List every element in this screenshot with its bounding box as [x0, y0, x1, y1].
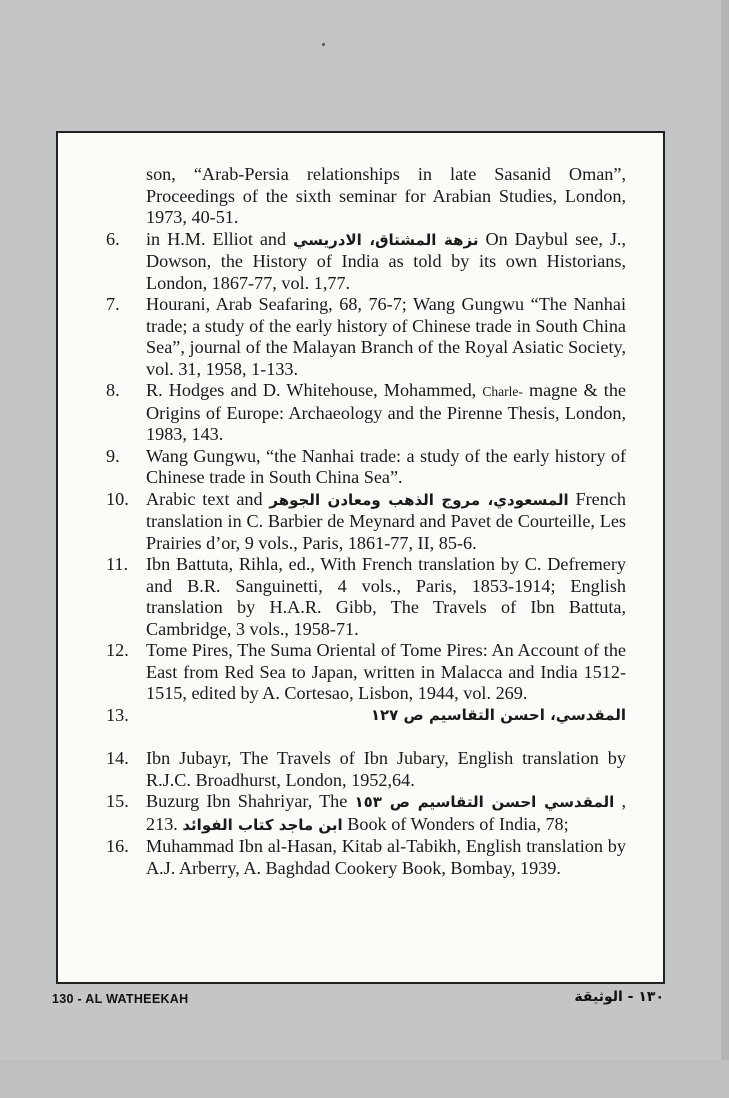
arabic-citation: المقدسي، احسن التقاسيم ص ١٢٧ [370, 705, 626, 724]
note-text: Tome Pires, The Suma Oriental of Tome Pires: An Account of the East from Red Sea to Japan, written in Malacca and India 1512-1515, edited by A. Cortesao, Lisbon, 1944, vol. 269. [146, 640, 626, 703]
note-text: Buzurg Ibn Shahriyar, The [146, 791, 348, 811]
note-text: Arabic text and [146, 488, 263, 509]
endnotes-list [106, 164, 626, 879]
note-text: Wang Gungwu, “the Nanhai trade: a study of the early history of Chinese trade in South China Sea”. [146, 445, 626, 487]
page-footer-english: 130 - AL WATHEEKAH [52, 992, 189, 1006]
arabic-citation: المقدسي احسن التقاسيم ص ١٥٣ [354, 793, 615, 811]
note-text: Book of Wonders of India, 78; [347, 813, 569, 834]
note-text: R. Hodges and D. Whitehouse, Mohammed, [146, 380, 477, 400]
note-13 [106, 705, 626, 727]
arabic-citation: نزهة المشتاق، الادريسي [293, 230, 479, 249]
scan-speck [322, 43, 325, 46]
note-number: 10. [106, 488, 129, 509]
note-6 [106, 229, 626, 295]
page-spine-shadow [721, 0, 729, 1098]
note-text: in H.M. Elliot and [146, 228, 287, 249]
note-10 [106, 489, 626, 555]
note-15 [106, 791, 626, 836]
continuation-text: son, “Arab-Persia relationships in late Sasanid Oman”, Proceedings of the sixth seminar for Arabian Studies, London, 1973, 40-51. [146, 164, 626, 227]
note-number: 14. [106, 748, 129, 768]
note-number: 8. [106, 380, 120, 400]
note-number: 12. [106, 640, 129, 660]
note-text: Muhammad Ibn al-Hasan, Kitab al-Tabikh, English translation by A.J. Arberry, A. Baghdad Cookery Book, Bombay, 1939. [146, 836, 626, 878]
page-bottom-band [0, 1060, 729, 1098]
continuation-entry [106, 164, 626, 229]
note-text-small: Charle- [482, 384, 523, 399]
note-14 [106, 748, 626, 791]
arabic-citation: المسعودي، مروج الذهب ومعادن الجوهر [269, 490, 569, 509]
note-text: French translation in C. Barbier de Meynard and Pavet de Courteille, Les Prairies d’or, 9 vols., Paris, 1861-77, II, 85-6. [146, 488, 626, 553]
note-number: 15. [106, 791, 129, 811]
note-number: 9. [106, 445, 120, 466]
spacer [106, 726, 626, 748]
note-number: 11. [106, 554, 129, 574]
note-7 [106, 294, 626, 380]
note-text: , 213. [146, 791, 626, 834]
note-text: Ibn Jubayr, The Travels of Ibn Jubary, English translation by R.J.C. Broadhurst, London, 1952,64. [146, 748, 626, 790]
note-9 [106, 446, 626, 489]
note-number: 13. [106, 704, 129, 725]
note-number: 6. [106, 228, 120, 249]
arabic-citation: ابن ماجد كتاب الفوائد [182, 815, 343, 834]
note-16 [106, 836, 626, 879]
note-number: 7. [106, 294, 120, 314]
note-12 [106, 640, 626, 705]
note-number: 16. [106, 836, 129, 856]
note-text: Hourani, Arab Seafaring, 68, 76-7; Wang Gungwu “The Nanhai trade; a study of the early history of Chinese trade in South China Sea”, journal of the Malayan Branch of the Royal Asiatic Society, vol. 31, 1958, 1-133. [146, 294, 626, 379]
page-footer-arabic: ١٣٠ - الوثيقة [574, 989, 664, 1005]
note-text: magne & the Origins of Europe: Archaeology and the Pirenne Thesis, London, 1983, 143. [146, 380, 626, 444]
note-text: Ibn Battuta, Rihla, ed., With French translation by C. Defremery and B.R. Sanguinetti, 4 vols., Paris, 1853-1914; English translation by H.A.R. Gibb, The Travels of Ibn Battuta, Cambridge, 3 vols., 1958-71. [146, 554, 626, 639]
note-11 [106, 554, 626, 640]
note-text: On Daybul see, J., Dowson, the History of India as told by its own Historians, London, 1867-77, vol. 1,77. [146, 228, 627, 293]
note-8 [106, 380, 626, 446]
notes-frame [56, 131, 665, 984]
